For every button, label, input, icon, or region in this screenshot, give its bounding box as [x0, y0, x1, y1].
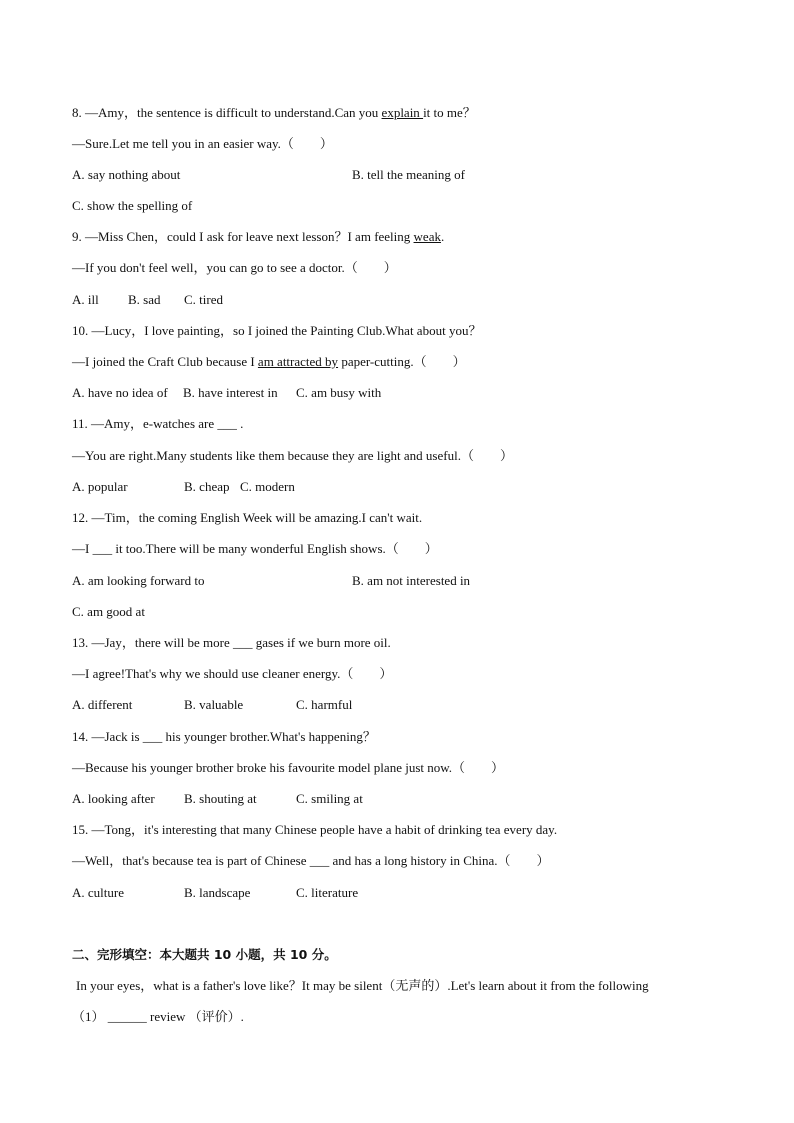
option-b[interactable]: B. valuable — [184, 697, 244, 712]
option-b[interactable]: B. am not interested in — [352, 573, 471, 588]
question-14-answer: —Because his younger brother broke his favourite model plane just now.（ ） — [72, 760, 505, 775]
option-a[interactable]: A. culture — [72, 885, 124, 900]
question-text: —Tong，it's interesting that many Chinese people have a habit of drinking tea every day. — [91, 822, 558, 837]
question-13-answer: —I agree!That's why we should use cleaner energy.（ ） — [72, 666, 393, 681]
option-c[interactable]: C. harmful — [296, 697, 353, 712]
underlined-word: explain — [381, 105, 424, 120]
option-c[interactable]: C. am good at — [72, 604, 145, 619]
option-c[interactable]: C. am busy with — [296, 385, 382, 400]
option-b[interactable]: B. landscape — [184, 885, 251, 900]
option-a[interactable]: A. different — [72, 697, 133, 712]
question-text: —Jay，there will be more ___ gases if we burn more oil. — [91, 635, 391, 650]
answer-text-end: paper-cutting.（ ） — [338, 354, 466, 369]
question-text: —Jack is ___ his younger brother.What's happening？ — [91, 729, 376, 744]
underlined-word: weak — [413, 229, 441, 244]
question-12-answer: —I ___ it too.There will be many wonderful English shows.（ ） — [72, 541, 438, 556]
question-number: 14. — [72, 729, 89, 744]
option-a[interactable]: A. popular — [72, 479, 128, 494]
question-number: 12. — [72, 510, 89, 525]
question-text-end: it to me？ — [423, 105, 476, 120]
question-9-answer: —If you don't feel well，you can go to see a doctor.（ ） — [72, 260, 397, 275]
section-heading: 二、完形填空：本大题共 10 小题，共 10 分。 — [72, 947, 337, 962]
option-c[interactable]: C. smiling at — [296, 791, 363, 806]
question-8-prompt — [72, 105, 476, 121]
option-a[interactable]: A. looking after — [72, 791, 155, 806]
question-number: 10. — [72, 323, 89, 338]
blank[interactable]: ______ — [107, 1009, 147, 1024]
question-number: 9. — [72, 229, 82, 244]
question-text: —Miss Chen，could I ask for leave next lesson？I am feeling — [85, 229, 414, 244]
cloze-paragraph: In your eyes，what is a father's love like？It may be silent（无声的）.Let's learn about it from the following — [76, 978, 649, 993]
option-c[interactable]: C. show the spelling of — [72, 198, 193, 213]
question-number: 8. — [72, 105, 82, 120]
question-number: 11. — [72, 416, 88, 431]
option-b[interactable]: B. tell the meaning of — [352, 167, 466, 182]
question-text: —Amy，e-watches are ___ . — [91, 416, 244, 431]
underlined-phrase: am attracted by — [257, 354, 339, 369]
question-text: —Amy，the sentence is difficult to understand.Can you — [85, 105, 382, 120]
question-15-answer: —Well，that's because tea is part of Chinese ___ and has a long history in China.（ ） — [72, 853, 550, 868]
option-a[interactable]: A. am looking forward to — [72, 573, 205, 588]
question-text-end: . — [440, 229, 445, 244]
option-b[interactable]: B. sad — [128, 292, 161, 307]
option-c[interactable]: C. literature — [296, 885, 359, 900]
question-9-prompt — [72, 229, 444, 245]
question-11-prompt — [72, 416, 243, 432]
option-b[interactable]: B. have interest in — [183, 385, 278, 400]
option-b[interactable]: B. shouting at — [184, 791, 257, 806]
question-8-answer: —Sure.Let me tell you in an easier way.（ ） — [72, 136, 333, 151]
answer-text: —I joined the Craft Club because I — [72, 354, 258, 369]
option-b[interactable]: B. cheap — [184, 479, 230, 494]
option-a[interactable]: A. have no idea of — [72, 385, 168, 400]
question-12-prompt — [72, 510, 422, 526]
question-10-answer — [72, 354, 466, 370]
question-14-prompt — [72, 729, 376, 745]
question-13-prompt — [72, 635, 391, 651]
option-a[interactable]: A. ill — [72, 292, 99, 307]
cloze-paragraph-line-2 — [72, 1009, 244, 1025]
question-number: 13. — [72, 635, 89, 650]
blank-number: （1） — [72, 1009, 108, 1024]
question-text: —Lucy，I love painting，so I joined the Painting Club.What about you？ — [91, 323, 482, 338]
question-text: —Tim，the coming English Week will be amazing.I can't wait. — [91, 510, 423, 525]
question-number: 15. — [72, 822, 89, 837]
option-c[interactable]: C. tired — [184, 292, 223, 307]
question-15-prompt — [72, 822, 557, 838]
cloze-text: review （评价）. — [146, 1009, 244, 1024]
question-10-prompt — [72, 323, 481, 339]
option-c[interactable]: C. modern — [240, 479, 295, 494]
option-a[interactable]: A. say nothing about — [72, 167, 181, 182]
question-11-answer: —You are right.Many students like them because they are light and useful.（ ） — [72, 448, 513, 463]
